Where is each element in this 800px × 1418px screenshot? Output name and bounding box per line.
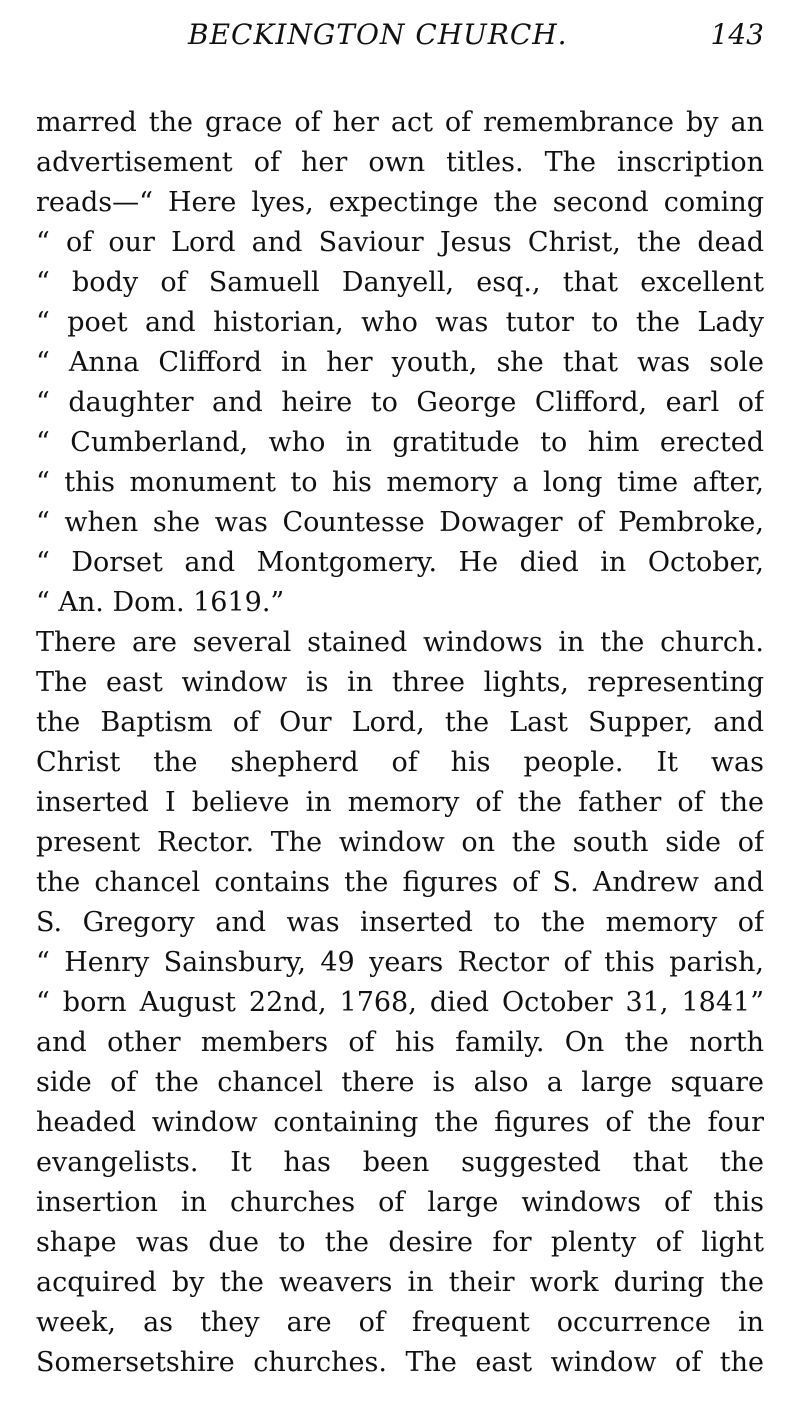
text-line: “ Henry Sainsbury, 49 years Rector of this parish, [36,947,764,978]
running-title: BECKINGTON CHURCH. [188,18,568,51]
text-line: “ Cumberland, who in gratitude to him erected [36,427,764,458]
text-line: “ daughter and heire to George Clifford, earl of [36,387,764,418]
text-line: Somersetshire churches. The east window of the [36,1347,764,1378]
text-line: side of the chancel there is also a large square [36,1067,764,1098]
text-line: “ of our Lord and Saviour Jesus Christ, the dead [36,227,764,258]
text-line: “ this monument to his memory a long time after, [36,467,764,498]
text-line: shape was due to the desire for plenty of light [36,1227,764,1258]
text-line: evangelists. It has been suggested that the [36,1147,764,1178]
text-line: advertisement of her own titles. The inscription [36,147,764,178]
running-head [0,18,800,62]
text-line: inserted I believe in memory of the father of the [36,787,764,818]
text-line: week, as they are of frequent occurrence in [36,1307,764,1338]
text-line: the Baptism of Our Lord, the Last Supper, and [36,707,764,738]
page-number: 143 [710,18,764,51]
text-line: The east window is in three lights, representing [36,667,764,698]
text-line: the chancel contains the figures of S. Andrew and [36,867,764,898]
text-line: “ born August 22nd, 1768, died October 31, 1841” [36,987,764,1018]
text-line: headed window containing the figures of the four [36,1107,764,1138]
text-line: S. Gregory and was inserted to the memory of [36,907,764,938]
text-line: present Rector. The window on the south side of [36,827,764,858]
text-line: insertion in churches of large windows of this [36,1187,764,1218]
text-line: acquired by the weavers in their work during the [36,1267,764,1298]
text-line: reads—“ Here lyes, expectinge the second coming [36,187,764,218]
text-line: “ body of Samuell Danyell, esq., that excellent [36,267,764,298]
text-line: “ when she was Countesse Dowager of Pembroke, [36,507,764,538]
text-line: “ poet and historian, who was tutor to the Lady [36,307,764,338]
text-line: Christ the shepherd of his people. It was [36,747,764,778]
text-line: “ Anna Clifford in her youth, she that was sole [36,347,764,378]
text-line: “ An. Dom. 1619.” [36,587,285,618]
text-line: marred the grace of her act of remembrance by an [36,107,764,138]
body-text [36,103,764,1383]
text-line: and other members of his family. On the north [36,1027,764,1058]
text-line: “ Dorset and Montgomery. He died in October, [36,547,764,578]
paragraph-first-line: There are several stained windows in the church. [36,627,764,658]
